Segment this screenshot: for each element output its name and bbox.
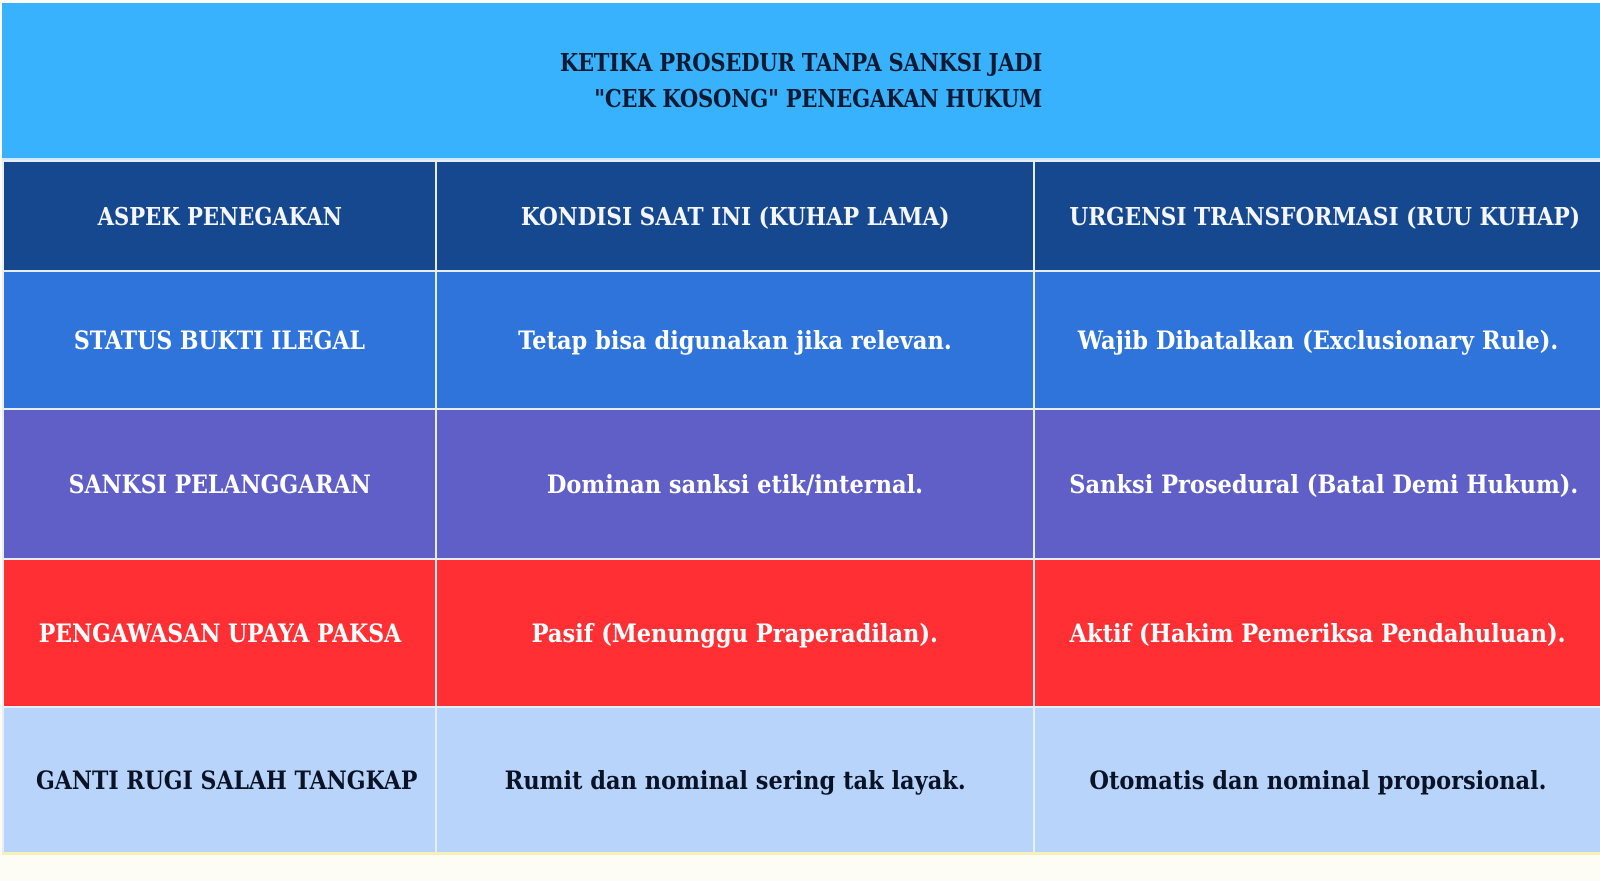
header-aspect: ASPEK PENEGAKAN xyxy=(3,161,436,271)
page-title xyxy=(560,45,1042,117)
title-band xyxy=(2,3,1600,160)
cell-aspect: SANKSI PELANGGARAN xyxy=(3,409,436,559)
header-current-condition: KONDISI SAAT INI (KUHAP LAMA) xyxy=(436,161,1034,271)
table-row xyxy=(3,707,1600,854)
cell-urgency: Wajib Dibatalkan (Exclusionary Rule). xyxy=(1034,271,1600,409)
cell-urgency: Otomatis dan nominal proporsional. xyxy=(1034,707,1600,854)
comparison-table xyxy=(2,160,1600,855)
title-line-2: "CEK KOSONG" PENEGAKAN HUKUM xyxy=(594,83,1043,113)
comparison-infographic xyxy=(2,3,1600,855)
cell-urgency: Sanksi Prosedural (Batal Demi Hukum). xyxy=(1034,409,1600,559)
header-transformation-urgency: URGENSI TRANSFORMASI (RUU KUHAP) xyxy=(1034,161,1600,271)
cell-current: Dominan sanksi etik/internal. xyxy=(436,409,1034,559)
cell-current: Tetap bisa digunakan jika relevan. xyxy=(436,271,1034,409)
cell-urgency: Aktif (Hakim Pemeriksa Pendahuluan). xyxy=(1034,559,1600,707)
table-row xyxy=(3,409,1600,559)
cell-current: Rumit dan nominal sering tak layak. xyxy=(436,707,1034,854)
cell-aspect: PENGAWASAN UPAYA PAKSA xyxy=(3,559,436,707)
title-line-1: KETIKA PROSEDUR TANPA SANKSI JADI xyxy=(559,47,1043,77)
cell-aspect: STATUS BUKTI ILEGAL xyxy=(3,271,436,409)
cell-current: Pasif (Menunggu Praperadilan). xyxy=(436,559,1034,707)
table-row xyxy=(3,559,1600,707)
table-row xyxy=(3,271,1600,409)
table-header-row xyxy=(3,161,1600,271)
cell-aspect: GANTI RUGI SALAH TANGKAP xyxy=(3,707,436,854)
